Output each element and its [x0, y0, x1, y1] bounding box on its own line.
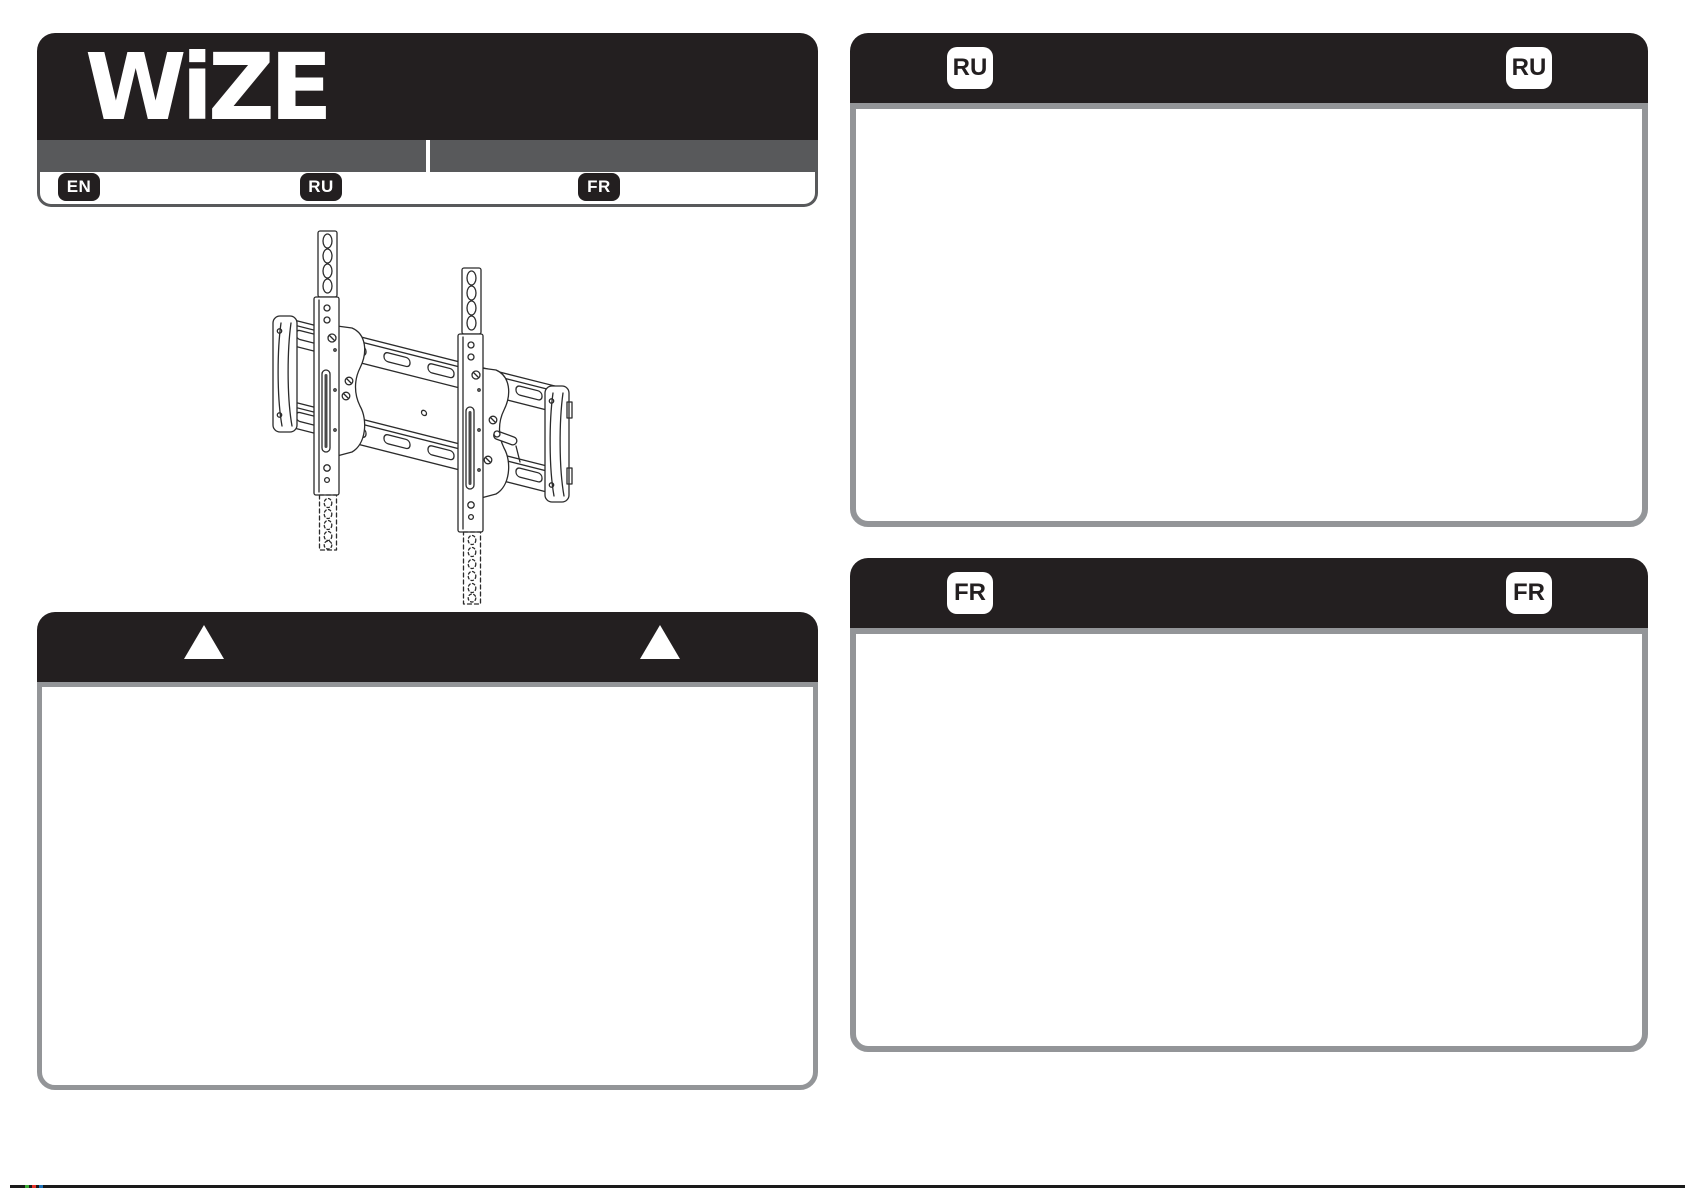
divider-line — [426, 140, 430, 172]
ru-section-card — [850, 33, 1648, 527]
tv-wall-mount-illustration — [230, 205, 590, 610]
ru-header — [850, 33, 1648, 103]
wize-logo — [83, 39, 413, 137]
mount-drawing-group — [273, 231, 572, 604]
fr-body — [850, 628, 1648, 1052]
left-rail — [314, 231, 339, 550]
left-end-cap — [273, 316, 297, 432]
ru-badge-right: RU — [1506, 47, 1552, 89]
warning-triangle-icon — [640, 625, 680, 659]
fr-section-card — [850, 558, 1648, 1052]
registration-mark-green — [25, 1185, 29, 1188]
ru-body — [850, 103, 1648, 527]
language-divider-bar — [37, 140, 818, 172]
warning-body — [37, 682, 818, 1090]
warning-card — [37, 612, 818, 1090]
language-badge-ru: RU — [300, 173, 342, 201]
wize-logo-text: WiZE — [85, 39, 328, 137]
language-badge-fr: FR — [578, 173, 620, 201]
fr-badge-left: FR — [947, 572, 993, 614]
ru-badge-left: RU — [947, 47, 993, 89]
left-bracket-arm — [337, 326, 365, 456]
registration-mark-blue — [39, 1185, 43, 1188]
brand-bar — [37, 33, 818, 140]
right-end-cap — [545, 386, 572, 502]
registration-mark-red — [32, 1185, 36, 1188]
language-badge-en: EN — [58, 173, 100, 201]
bottom-rule — [10, 1185, 1685, 1188]
warning-header — [37, 612, 818, 682]
fr-header — [850, 558, 1648, 628]
fr-badge-right: FR — [1506, 572, 1552, 614]
language-badge-row — [37, 172, 818, 207]
brand-header-card — [37, 33, 818, 207]
warning-triangle-icon — [184, 625, 224, 659]
right-rail — [458, 268, 483, 604]
